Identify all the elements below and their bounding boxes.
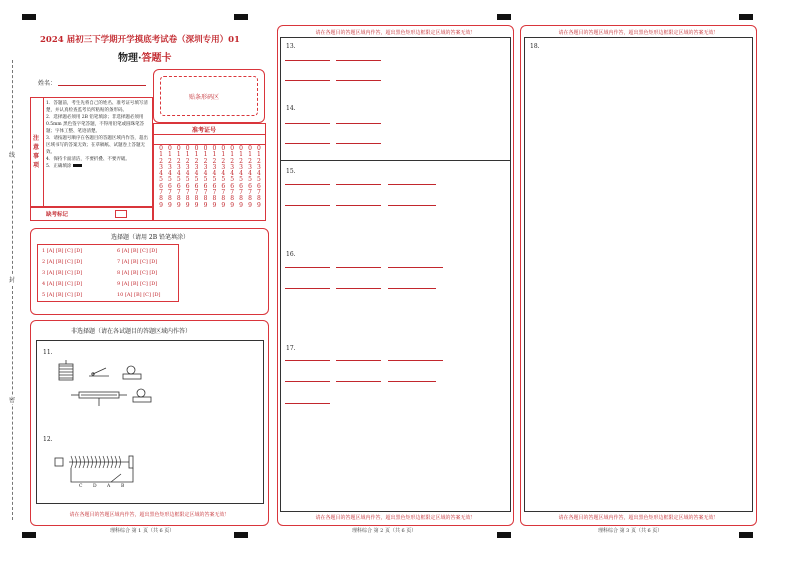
side-label-line: 线 [9, 152, 16, 159]
answer-blank[interactable] [285, 403, 330, 404]
answer-blank[interactable] [336, 381, 381, 382]
filled-example-icon [73, 164, 82, 167]
card-name: 答题卡 [141, 53, 172, 64]
circuit-label: A [107, 484, 111, 489]
answer-area-15-17[interactable] [280, 160, 511, 512]
note-item: 2．选择题必须用 2B 铅笔填涂；非选择题必须用 0.5mm 黑色签字笔答题，不得用铅笔或圆珠笔答题；字体工整、笔迹清楚。 [46, 115, 145, 134]
choice-row[interactable]: 2 [A] [B] [C] [D] [42, 259, 83, 265]
answer-blank[interactable] [285, 360, 330, 361]
exam-id-column[interactable]: 0 1 2 3 4 5 6 7 8 9 [248, 145, 252, 209]
answer-blank[interactable] [285, 123, 330, 124]
answer-blank[interactable] [388, 184, 436, 185]
missing-checkbox[interactable] [115, 210, 127, 218]
binding-line [12, 60, 13, 520]
exam-id-column[interactable]: 0 1 2 3 4 5 6 7 8 9 [176, 145, 181, 209]
choice-row[interactable]: 3 [A] [B] [C] [D] [42, 270, 83, 276]
note-item: 4．保持卡面清洁，不要折叠、不要弄破。 [46, 157, 130, 162]
coil-icon [59, 360, 73, 380]
exam-id-column[interactable]: 0 1 2 3 4 5 6 7 8 9 [185, 145, 190, 209]
alignment-marker [497, 14, 511, 20]
answer-blank[interactable] [285, 205, 330, 206]
answer-blank[interactable] [285, 267, 330, 268]
question-number: 12. [43, 436, 53, 443]
answer-blank[interactable] [285, 381, 330, 382]
boundary-warning: 请在各题目的答题区域内作答，超出黑色矩形边框限定区域的答案无效！ [315, 515, 476, 521]
alignment-marker [234, 532, 248, 538]
subject-heading: 物理·答题卡 [118, 53, 172, 64]
note-item: 1．答题前，考生先将自己的姓名、准考证号填写清楚，并认真检查监考员所粘贴的条形码。 [46, 101, 148, 113]
switch-icon [89, 368, 109, 376]
page-footer: 理科综合 第 3 页（共 6 页） [598, 528, 663, 534]
answer-blank[interactable] [336, 267, 381, 268]
choice-row[interactable]: 10 [A] [B] [C] [D] [117, 292, 161, 298]
boundary-warning: 请在各题目的答题区域内作答，超出黑色矩形边框限定区域的答案无效！ [558, 515, 719, 521]
choice-row[interactable]: 8 [A] [B] [C] [D] [117, 270, 158, 276]
question-number: 14. [286, 105, 296, 112]
answer-blank[interactable] [388, 288, 436, 289]
exam-id-column[interactable]: 0 1 2 3 4 5 6 7 8 9 [159, 145, 163, 209]
exam-id-column[interactable]: 0 1 2 3 4 5 6 7 8 9 [203, 145, 208, 209]
page-footer: 理科综合 第 1 页（共 6 页） [110, 528, 175, 534]
circuit-label: B [121, 484, 125, 489]
notes-panel [30, 97, 153, 207]
answer-blank[interactable] [388, 267, 443, 268]
alignment-marker [497, 532, 511, 538]
answer-blank[interactable] [285, 184, 330, 185]
boundary-warning: 请在各题目的答题区域内作答，超出黑色矩形边框限定区域的答案无效！ [558, 30, 719, 36]
question-number: 17. [286, 345, 296, 352]
circuit-label: D [93, 484, 97, 489]
circuit-label: C [79, 484, 83, 489]
alignment-marker [22, 532, 36, 538]
question-number: 11. [43, 349, 53, 356]
answer-blank[interactable] [336, 123, 381, 124]
circuit-icon [71, 392, 127, 406]
bulb-icon [133, 389, 151, 402]
nonchoice-section [30, 320, 269, 526]
exam-id-column[interactable]: 0 1 2 3 4 5 6 7 8 9 [194, 145, 199, 209]
answer-blank[interactable] [336, 205, 381, 206]
alignment-marker [739, 14, 753, 20]
exam-id-title: 准考证号 [192, 127, 217, 134]
note-item: 5．正确填涂 [46, 163, 150, 170]
choice-title: 选择题（请用 2B 铅笔填涂） [111, 234, 190, 241]
choice-row[interactable]: 9 [A] [B] [C] [D] [117, 281, 158, 287]
question-number: 18. [530, 43, 540, 50]
notes-list [46, 100, 150, 170]
answer-blank[interactable] [285, 60, 330, 61]
nonchoice-title: 非选择题（请在各试题目的答题区域内作答） [71, 328, 192, 335]
missing-mark-row [30, 207, 153, 221]
answer-blank[interactable] [336, 80, 381, 81]
answer-blank[interactable] [336, 184, 381, 185]
boundary-warning: 请在各题目的答题区域内作答，超出黑色矩形边框限定区域的答案无效！ [69, 512, 230, 518]
exam-id-panel [153, 123, 266, 221]
notes-title: 注意事项 [33, 135, 40, 169]
side-label-dense: 密 [9, 397, 16, 404]
barcode-area [153, 69, 265, 123]
page-footer: 理科综合 第 2 页（共 6 页） [352, 528, 417, 534]
barcode-label: 贴条形码区 [189, 94, 220, 101]
answer-blank[interactable] [336, 60, 381, 61]
question-number: 16. [286, 251, 296, 258]
answer-blank[interactable] [285, 143, 330, 144]
subject-name: 物理 [118, 53, 138, 64]
side-label-seal: 封 [9, 277, 16, 284]
page-title: 2024 届初三下学期开学摸底考试卷（深圳专用）01 [40, 35, 240, 45]
question-number: 13. [286, 43, 296, 50]
exam-id-column[interactable]: 0 1 2 3 4 5 6 7 8 9 [239, 145, 243, 209]
choice-row[interactable]: 6 [A] [B] [C] [D] [117, 248, 158, 254]
q12-figure [51, 446, 161, 498]
name-field[interactable] [58, 85, 146, 86]
answer-blank[interactable] [285, 80, 330, 81]
answer-blank[interactable] [388, 381, 436, 382]
boundary-warning: 请在各题目的答题区域内作答，超出黑色矩形边框限定区域的答案无效！ [315, 30, 476, 36]
choice-section [30, 228, 269, 315]
alignment-marker [739, 532, 753, 538]
choice-row[interactable]: 7 [A] [B] [C] [D] [117, 259, 158, 265]
answer-area-18[interactable] [524, 37, 753, 512]
exam-id-column[interactable]: 0 1 2 3 4 5 6 7 8 9 [221, 145, 226, 209]
exam-id-column[interactable]: 0 1 2 3 4 5 6 7 8 9 [230, 145, 235, 209]
answer-blank[interactable] [388, 205, 436, 206]
question-number: 15. [286, 168, 296, 175]
alignment-marker [234, 14, 248, 20]
answer-blank[interactable] [336, 288, 381, 289]
bulb-icon [123, 366, 141, 379]
alignment-marker [22, 14, 36, 20]
choice-row[interactable]: 4 [A] [B] [C] [D] [42, 281, 83, 287]
choice-row[interactable]: 5 [A] [B] [C] [D] [42, 292, 83, 298]
exam-id-column[interactable]: 0 1 2 3 4 5 6 7 8 9 [167, 145, 172, 209]
q11-figures [51, 356, 161, 416]
choice-row[interactable]: 1 [A] [B] [C] [D] [42, 248, 83, 254]
note-item: 3．请按题号顺序在各题目的答题区域内作答，超出区域书写的答案无效；在草稿纸、试题卷上答题无效。 [46, 136, 148, 155]
exam-id-column[interactable]: 0 1 2 3 4 5 6 7 8 9 [212, 145, 217, 209]
exam-id-column[interactable]: 0 1 2 3 4 5 6 7 8 9 [256, 145, 261, 209]
answer-blank[interactable] [336, 143, 381, 144]
answer-blank[interactable] [285, 288, 330, 289]
answer-blank[interactable] [388, 360, 443, 361]
missing-label: 缺考标记 [46, 212, 69, 218]
answer-blank[interactable] [336, 360, 381, 361]
name-label: 姓名： [38, 80, 57, 87]
